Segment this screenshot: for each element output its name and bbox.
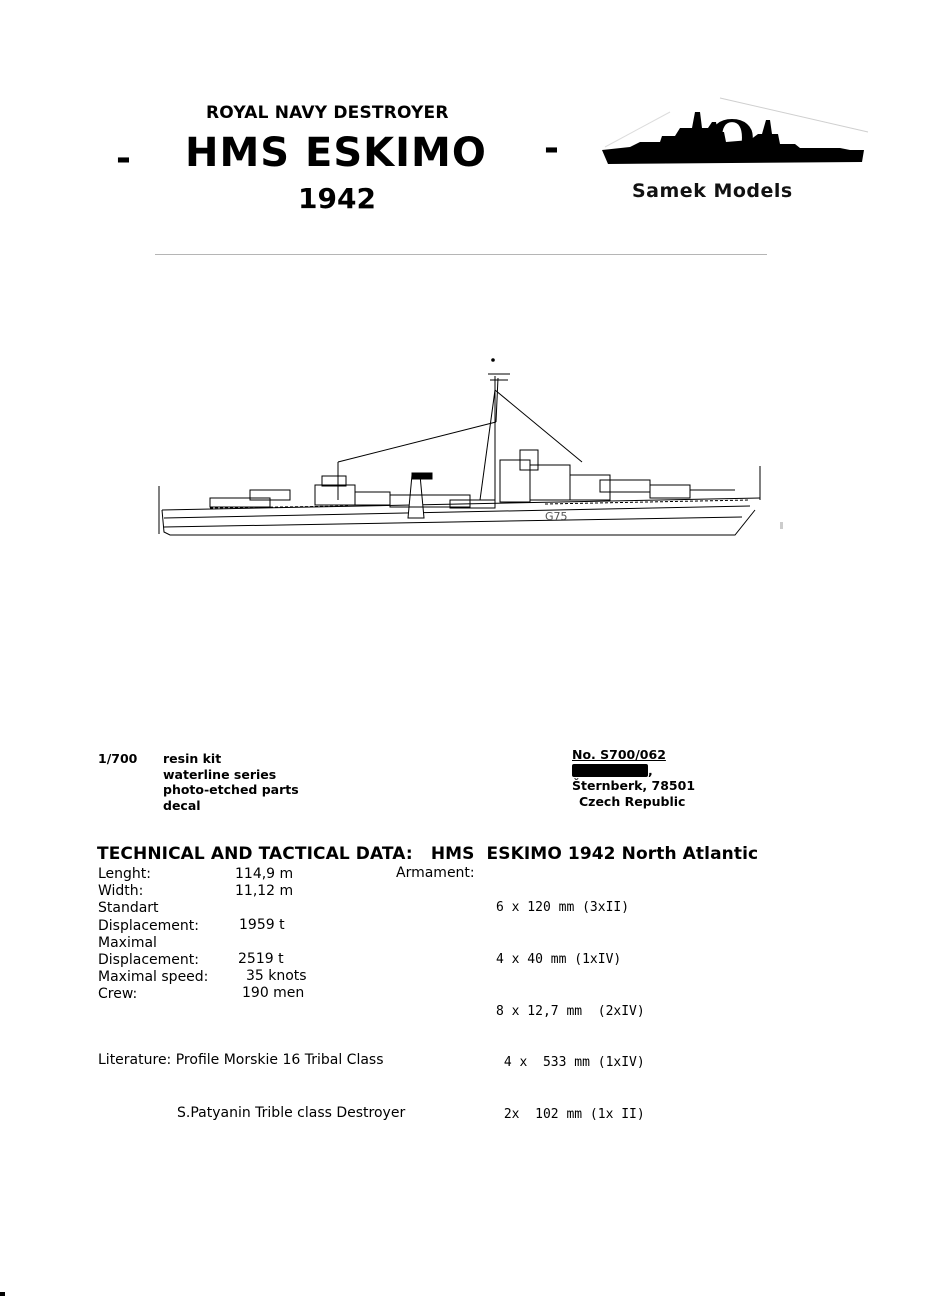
literature-line2: S.Patyanin Trible class Destroyer [177, 1104, 406, 1121]
armament-item: 4 x 533 mm (1xIV) [496, 1055, 645, 1071]
samek-logo [600, 92, 870, 180]
literature [98, 1017, 405, 1140]
redaction-bar [572, 764, 648, 777]
title-year: 1942 [298, 182, 376, 215]
spec-value-speed: 35 knots [246, 968, 307, 984]
kit-items [163, 751, 299, 813]
brand-name: Samek Models [632, 180, 793, 202]
armament-item: 8 x 12,7 mm (2xIV) [496, 1003, 645, 1019]
literature-line1: Profile Morskie 16 Tribal Class [175, 1052, 384, 1068]
spec-value-length: 114,9 m [235, 866, 294, 882]
spec-label: Width: [98, 883, 144, 900]
scan-speck [0, 1292, 5, 1296]
kit-item: waterline series [163, 766, 277, 782]
scan-speck [780, 522, 783, 529]
redacted-line: , [572, 763, 695, 779]
page-title: HMS ESKIMO [185, 130, 487, 176]
subtitle: ROYAL NAVY DESTROYER [206, 103, 449, 123]
spec-label: Standart [98, 900, 159, 917]
spec-value-width: 11,12 m [235, 883, 294, 899]
spec-label: Displacement: [98, 917, 199, 934]
spec-labels [98, 866, 208, 1004]
dash-left: - [116, 138, 131, 179]
spec-label: Maximal [98, 934, 157, 951]
catalog-number: No. S700/062 [572, 747, 666, 762]
spec-label: Crew: [98, 986, 138, 1003]
technical-heading: TECHNICAL AND TACTICAL DATA: HMS ESKIMO 1942 North Atlantic [97, 844, 759, 864]
spec-value-std-displacement: 1959 t [239, 917, 285, 933]
spec-label: Maximal speed: [98, 969, 209, 986]
omega-icon: Ω [708, 110, 756, 171]
armament-item: 4 x 40 mm (1xIV) [496, 952, 622, 968]
address-city: Šternberk, 78501 [572, 778, 696, 793]
armament-list [496, 865, 645, 1140]
spec-value-crew: 190 men [242, 985, 305, 1001]
hull-number: G75 [545, 510, 568, 523]
address-country: Czech Republic [579, 793, 686, 809]
armament-label: Armament: [396, 865, 475, 881]
spec-value-max-displacement: 2519 t [238, 951, 284, 967]
spec-label: Lenght: [98, 866, 152, 882]
kit-item: photo-etched parts [163, 782, 299, 797]
address-block [572, 747, 695, 809]
armament-item: 2x 102 mm (1x II) [496, 1106, 645, 1122]
kit-item: decal [163, 797, 201, 813]
ship-profile-drawing [150, 350, 800, 545]
spec-label: Displacement: [98, 952, 199, 969]
dash-right: - [544, 128, 559, 169]
armament-item: 6 x 120 mm (3xII) [496, 900, 630, 916]
kit-item: resin kit [163, 751, 222, 766]
kit-scale: 1/700 [98, 751, 138, 766]
literature-label: Literature: [98, 1052, 172, 1068]
divider [155, 254, 767, 255]
